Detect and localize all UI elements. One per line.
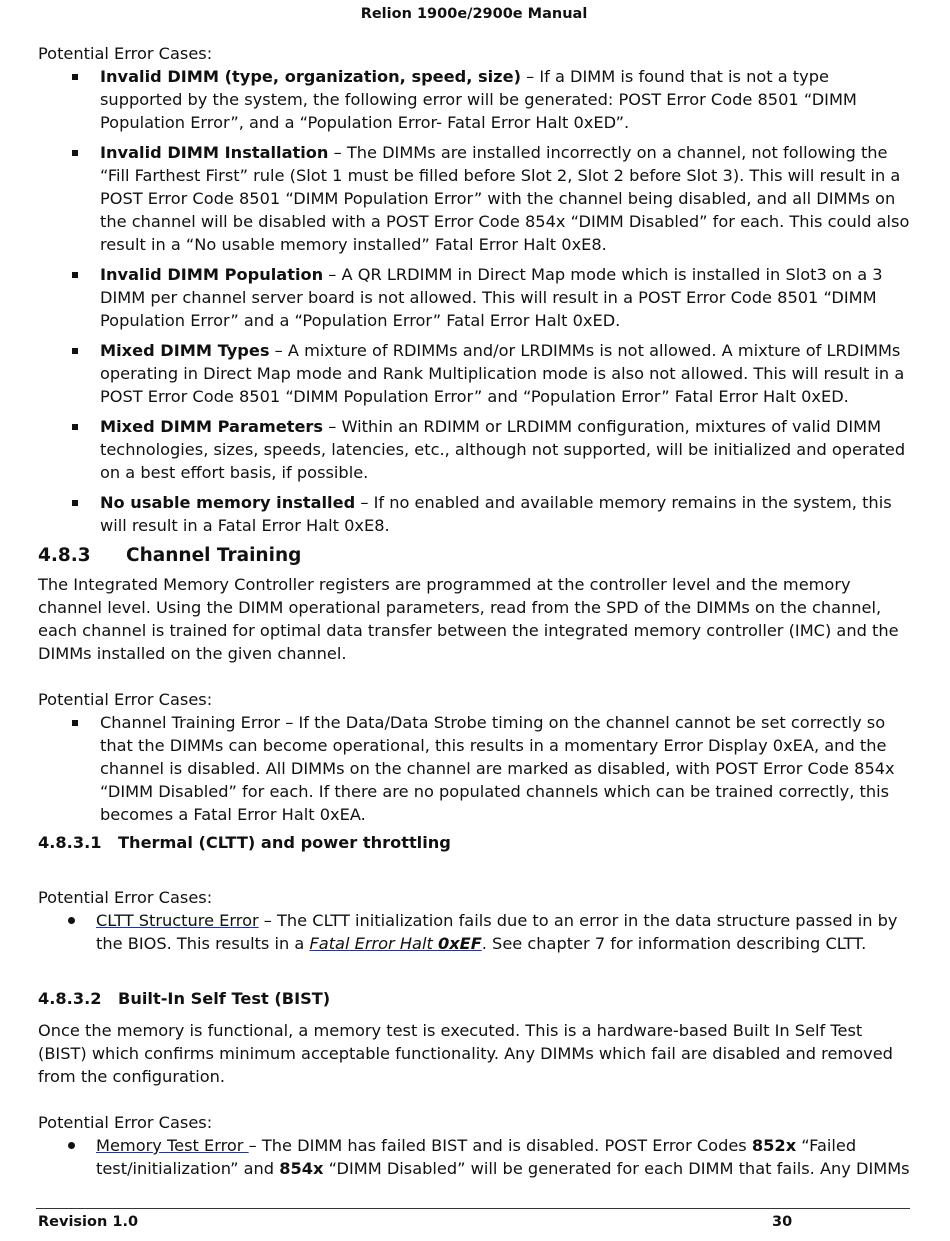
- list-item: [38, 339, 910, 408]
- list-item: [38, 263, 910, 332]
- list-item: [38, 711, 910, 826]
- error-case-text: – A mixture of RDIMMs and/or LRDIMMs is not allowed. A mixture of LRDIMMs operating in Direct Map mode and Rank Multiplication mode is also not allowed. This will result in a POST Error Code 8501 “DIMM Population Error” and “Population Error” Fatal Error Halt 0xED.: [100, 341, 905, 406]
- square-bullet-icon: [72, 720, 78, 726]
- page-header: Relion 1900e/2900e Manual: [360, 6, 588, 22]
- error-case-term: Mixed DIMM Types: [100, 341, 270, 360]
- post-code: 854x: [279, 1159, 324, 1178]
- footer-divider: [36, 1208, 910, 1209]
- error-case-text: “DIMM Disabled” will be generated for each DIMM that fails. Any DIMMs: [323, 1159, 910, 1178]
- potential-error-cases-label: Potential Error Cases:: [38, 1113, 213, 1132]
- list-item: [38, 1134, 910, 1180]
- error-case-text: – Within an RDIMM or LRDIMM configuration, mixtures of valid DIMM technologies, sizes, speeds, latencies, etc., although not supported, will be initialized and operated on a best effort basis, if possible.: [100, 417, 906, 482]
- square-bullet-icon: [72, 150, 78, 156]
- square-bullet-icon: [72, 74, 78, 80]
- bist-paragraph: Once the memory is functional, a memory test is executed. This is a hardware-based Built In Self Test (BIST) which confirms minimum acceptable functionality. Any DIMMs which fail are disabled and removed from the configuration.: [38, 1021, 893, 1086]
- document-page: [38, 0, 910, 1180]
- fatal-error-halt-code: 0xEF: [437, 934, 482, 953]
- cltt-structure-error-link[interactable]: CLTT Structure Error: [96, 911, 259, 930]
- post-code: 852x: [751, 1136, 797, 1155]
- channel-training-paragraph: The Integrated Memory Controller registers are programmed at the controller level and the memory channel level. Using the DIMM operational parameters, read from the SPD of the DIMMs on the channel, each channel is trained for optimal data transfer between the integrated memory controller (IMC) and the DIMMs installed on the given channel.: [38, 575, 899, 663]
- error-case-term: Invalid DIMM (type, organization, speed, size): [100, 67, 521, 86]
- section-number: 4.8.3.2: [38, 989, 102, 1008]
- square-bullet-icon: [72, 500, 78, 506]
- error-case-text: – If a DIMM is found that is not a type supported by the system, the following error will be generated: POST Error Code 8501 “DIMM Population Error”, and a “Population Error- Fatal Error Halt 0xED”.: [100, 67, 857, 132]
- round-bullet-icon: [68, 1142, 75, 1149]
- list-item: [38, 909, 910, 955]
- section-title: Thermal (CLTT) and power throttling: [118, 833, 451, 852]
- error-case-list: [38, 65, 910, 537]
- error-case-term: Invalid DIMM Installation: [100, 143, 329, 162]
- revision-label: Revision 1.0: [38, 1214, 139, 1230]
- error-case-text: – The DIMM has failed BIST and is disabled. POST Error Codes: [248, 1136, 752, 1155]
- list-item: [38, 65, 910, 134]
- channel-training-error-text: Channel Training Error – If the Data/Data Strobe timing on the channel cannot be set correctly so that the DIMMs can become operational, this results in a momentary Error Display 0xEA, and the channel is disabled. All DIMMs on the channel are marked as disabled, with POST Error Code 854x “DIMM Disabled” for each. If there are no populated channels which can be trained correctly, this becomes a Fatal Error Halt 0xEA.: [100, 713, 895, 824]
- error-case-term: Mixed DIMM Parameters: [100, 417, 324, 436]
- square-bullet-icon: [72, 424, 78, 430]
- error-case-list: [38, 1134, 910, 1180]
- error-case-text: – The CLTT initialization fails due to an error in the data structure passed in by the BIOS. This results in a: [96, 911, 898, 953]
- error-case-text: . See chapter 7 for information describing CLTT.: [481, 934, 867, 953]
- fatal-error-halt-link[interactable]: [309, 934, 481, 953]
- section-heading-thermal-throttling: [38, 831, 910, 854]
- page-footer: [38, 1213, 910, 1231]
- list-item: [38, 415, 910, 484]
- error-case-text: “Failed test/initialization” and: [96, 1136, 857, 1178]
- section-heading-bist: [38, 987, 910, 1010]
- error-case-term: No usable memory installed: [100, 493, 356, 512]
- error-case-text: – A QR LRDIMM in Direct Map mode which is installed in Slot3 on a 3 DIMM per channel server board is not allowed. This will result in a POST Error Code 8501 “DIMM Population Error” and a “Population Error” Fatal Error Halt 0xED.: [100, 265, 883, 330]
- potential-error-cases-label: Potential Error Cases:: [38, 44, 213, 63]
- potential-error-cases-label: Potential Error Cases:: [38, 888, 213, 907]
- section-number: 4.8.3.1: [38, 833, 102, 852]
- section-title: Channel Training: [126, 545, 302, 566]
- fatal-error-halt-text: Fatal Error Halt: [309, 934, 438, 953]
- round-bullet-icon: [68, 917, 75, 924]
- page-number: 30: [772, 1214, 793, 1230]
- square-bullet-icon: [72, 272, 78, 278]
- error-case-text: – The DIMMs are installed incorrectly on a channel, not following the “Fill Farthest First” rule (Slot 1 must be filled before Slot 2, Slot 2 before Slot 3). This will result in a POST Error Code 8501 “DIMM Population Error” with the channel being disabled, and all DIMMs on the channel will be disabled with a POST Error Code 854x “DIMM Disabled” for each. This could also result in a “No usable memory installed” Fatal Error Halt 0xE8.: [100, 143, 910, 254]
- section-title: Built-In Self Test (BIST): [118, 989, 331, 1008]
- potential-error-cases-label: Potential Error Cases:: [38, 690, 213, 709]
- error-case-text: – If no enabled and available memory remains in the system, this will result in a Fatal Error Halt 0xE8.: [100, 493, 892, 535]
- error-case-list: [38, 711, 910, 826]
- error-case-term: Invalid DIMM Population: [100, 265, 324, 284]
- square-bullet-icon: [72, 348, 78, 354]
- memory-test-error-link[interactable]: Memory Test Error: [96, 1136, 249, 1155]
- list-item: [38, 491, 910, 537]
- error-case-list: [38, 909, 910, 955]
- list-item: [38, 141, 910, 256]
- section-number: 4.8.3: [38, 545, 91, 566]
- section-heading-channel-training: [38, 544, 910, 568]
